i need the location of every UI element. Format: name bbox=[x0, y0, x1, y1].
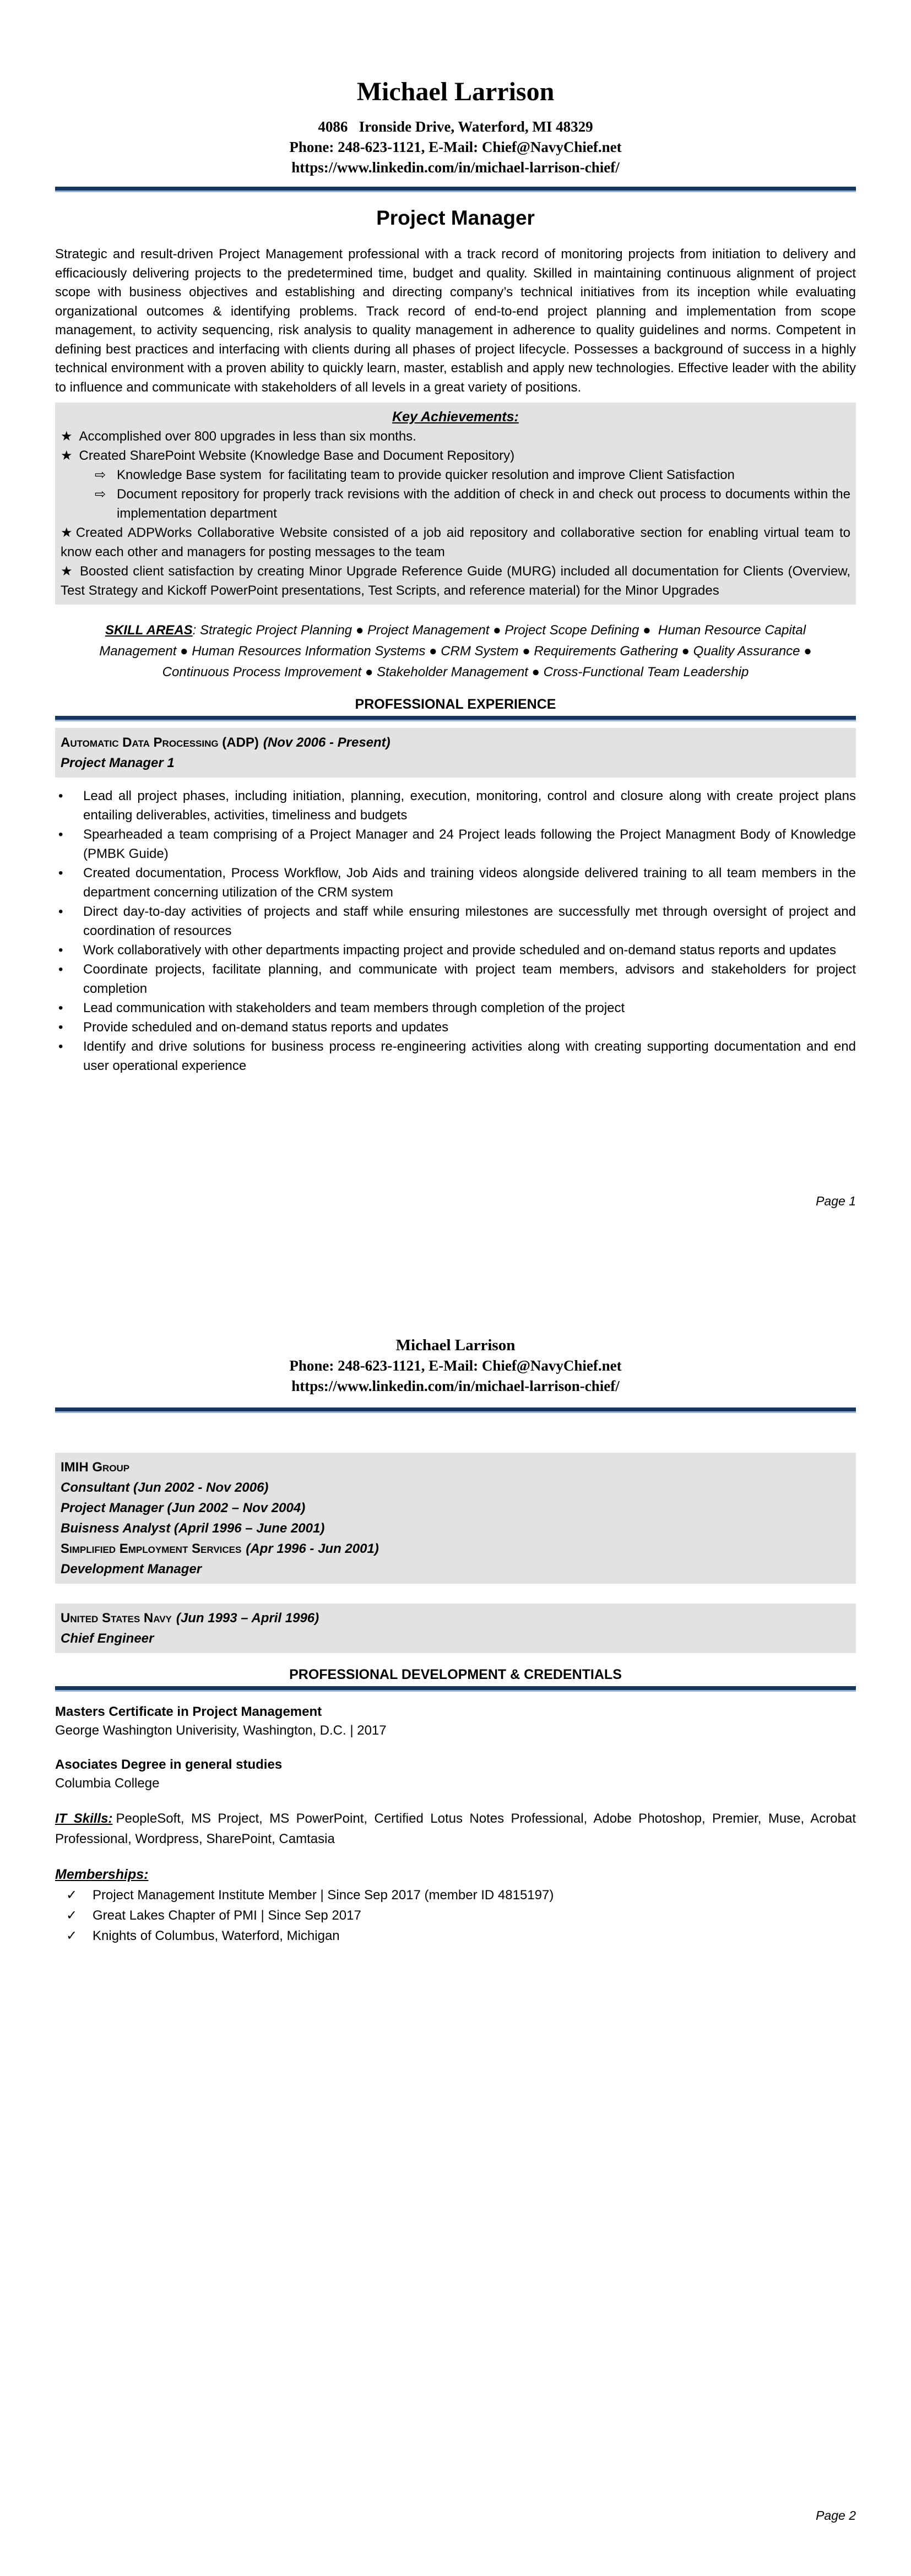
membership-text: Great Lakes Chapter of PMI | Since Sep 2017 bbox=[93, 1908, 361, 1923]
summary-paragraph: Strategic and result-driven Project Management professional with a track record of monitoring projects from initiation to delivery and efficaciously delivering projects to the predetermined time, budget and quality. Skilled in maintaining continuous alignment of project scope with business objectives and establishing and directing company’s technical initiatives from its inception while evaluating organizational outcomes & identifying problems. Track record of end-to-end project planning and implementation from scope management, to activity sequencing, risk analysis to quality management in adherence to quality guidelines and norms. Competent in defining best practices and interfacing with clients during all phases of project lifecycle. Possesses a background of success in a highly technical environment with a proven ability to quickly learn, master, establish and apply new technologies. Effective leader with the ability to influence and communicate with stakeholders of all levels in a great variety of positions. bbox=[55, 247, 856, 395]
employer-line bbox=[61, 732, 850, 753]
section-divider bbox=[55, 1686, 856, 1692]
star-icon: ★ bbox=[61, 525, 74, 540]
job-title: Project Manager (Jun 2002 – Nov 2004) bbox=[61, 1501, 306, 1515]
achievement-item bbox=[61, 427, 850, 446]
page1-header bbox=[55, 77, 856, 192]
section-divider bbox=[55, 716, 856, 721]
experience-bullet bbox=[55, 902, 856, 941]
candidate-name: Michael Larrison bbox=[356, 77, 555, 106]
experience-bullet bbox=[55, 998, 856, 1018]
bullet-icon: • bbox=[58, 904, 63, 919]
bullet-icon: • bbox=[58, 962, 63, 977]
check-icon: ✓ bbox=[66, 1908, 78, 1923]
degree-title: Asociates Degree in general studies bbox=[55, 1757, 283, 1772]
bullet-icon: • bbox=[58, 1020, 63, 1035]
experience-bullet bbox=[55, 825, 856, 863]
bullet-icon: • bbox=[58, 789, 63, 803]
degree-title: Masters Certificate in Project Management bbox=[55, 1704, 322, 1719]
arrow-icon: ⇨ bbox=[95, 468, 106, 482]
memberships-heading bbox=[55, 1865, 856, 1885]
experience-bullet bbox=[55, 863, 856, 902]
star-icon: ★ bbox=[61, 448, 73, 463]
employer-line bbox=[61, 1539, 850, 1559]
achievement-item bbox=[61, 446, 850, 465]
employer-block bbox=[55, 1453, 856, 1584]
experience-bullet-text: Direct day-to-day activities of projects and staff while ensuring milestones are successfully met through oversight of project and coordination of resources bbox=[83, 904, 856, 938]
employer-name: Automatic Data Processing (ADP) bbox=[61, 735, 259, 750]
employer-name: United States Navy bbox=[61, 1611, 172, 1626]
membership-item bbox=[62, 1885, 856, 1905]
experience-bullet-text: Spearheaded a team comprising of a Project Manager and 24 Project leads following the Project Managment Body of Knowledge (PMBK Guide) bbox=[83, 827, 856, 861]
address-line: 4086 Ironside Drive, Waterford, MI 48329 bbox=[318, 118, 593, 135]
experience-bullet-text: Created documentation, Process Workflow, Job Aids and training videos alongside delivered training to all team members in the department concerning utilization of the CRM system bbox=[83, 866, 856, 900]
experience-bullet-text: Lead communication with stakeholders and team members through completion of the project bbox=[83, 1001, 625, 1015]
resume-title: Project Manager bbox=[376, 206, 535, 229]
job-title: Development Manager bbox=[61, 1562, 202, 1577]
experience-bullet-text: Identify and drive solutions for business process re-engineering activities along with creating supporting documentation and end user operational experience bbox=[83, 1039, 856, 1073]
achievement-sub-item bbox=[95, 485, 854, 523]
job-title: Chief Engineer bbox=[61, 1631, 154, 1646]
achievement-text: Boosted client satisfaction by creating Minor Upgrade Reference Guide (MURG) included all documentation for Clients (Overview, Test Strategy and Kickoff PowerPoint presentations, Test Scripts, and reference material) for the Minor Upgrades bbox=[61, 564, 851, 598]
skill-areas-list: : Strategic Project Planning ● Project Management ● Project Scope Defining ● Human Resource Capital Management ● Human Resources Information Systems ● CRM System ● Requirements Gathering ● Quality Assurance ● Continuous Process Improvement ● Stakeholder Management ● Cross-Functional Team Leadership bbox=[99, 623, 816, 680]
employer-block bbox=[55, 728, 856, 778]
membership-item bbox=[62, 1905, 856, 1926]
job-title: Consultant (Jun 2002 - Nov 2006) bbox=[61, 1480, 269, 1495]
linkedin-url[interactable]: https://www.linkedin.com/in/michael-larrison-chief/ bbox=[291, 159, 620, 176]
employment-dates: (Apr 1996 - Jun 2001) bbox=[246, 1541, 379, 1556]
experience-bullet bbox=[55, 1037, 856, 1075]
job-title: Buisness Analyst (April 1996 – June 2001) bbox=[61, 1521, 325, 1536]
check-icon: ✓ bbox=[66, 1888, 78, 1903]
memberships-heading-text: Memberships: bbox=[55, 1867, 149, 1882]
credentials-heading: PROFESSIONAL DEVELOPMENT & CREDENTIALS bbox=[289, 1667, 622, 1682]
experience-bullet bbox=[55, 941, 856, 960]
achievement-item bbox=[61, 562, 850, 600]
experience-bullet-list bbox=[55, 786, 856, 1075]
experience-bullet bbox=[55, 960, 856, 998]
skill-areas-label: SKILL AREAS bbox=[105, 623, 193, 638]
bullet-icon: • bbox=[58, 1001, 63, 1015]
linkedin-url[interactable]: https://www.linkedin.com/in/michael-larrison-chief/ bbox=[291, 1378, 620, 1394]
school-line: Columbia College bbox=[55, 1776, 160, 1791]
page-number: Page 2 bbox=[816, 2508, 856, 2523]
professional-experience-heading: PROFESSIONAL EXPERIENCE bbox=[355, 697, 556, 712]
skill-areas bbox=[72, 620, 839, 683]
experience-bullet bbox=[55, 786, 856, 825]
experience-bullet bbox=[55, 1018, 856, 1037]
bullet-icon: • bbox=[58, 866, 63, 881]
achievement-sub-item bbox=[95, 465, 850, 485]
job-title: Project Manager 1 bbox=[61, 756, 175, 770]
achievement-item bbox=[61, 523, 850, 562]
school-line: George Washington Univerisity, Washington, D.C. | 2017 bbox=[55, 1723, 387, 1738]
employment-dates: (Nov 2006 - Present) bbox=[263, 735, 391, 750]
star-icon: ★ bbox=[61, 429, 73, 444]
experience-bullet-text: Coordinate projects, facilitate planning, and communicate with project team members, advisors and stakeholders for project completion bbox=[83, 962, 856, 996]
candidate-name: Michael Larrison bbox=[395, 1336, 516, 1354]
star-icon: ★ bbox=[61, 564, 74, 579]
achievement-text: Created ADPWorks Collaborative Website consisted of a job aid repository and collaborative section for enabling virtual team to know each other and managers for posting messages to the team bbox=[61, 525, 850, 559]
header-divider bbox=[55, 187, 856, 192]
employer-name: Simplified Employment Services bbox=[61, 1541, 242, 1556]
bullet-icon: • bbox=[58, 827, 63, 842]
it-skills-label: IT Skills: bbox=[55, 1811, 113, 1826]
achievement-text: Created SharePoint Website (Knowledge Base and Document Repository) bbox=[79, 448, 515, 463]
key-achievements-heading bbox=[61, 407, 850, 427]
employment-dates: (Jun 1993 – April 1996) bbox=[176, 1611, 319, 1626]
page-number: Page 1 bbox=[816, 1194, 856, 1208]
achievement-sub-text: Document repository for properly track revisions with the addition of check in and check out process to documents within the implementation department bbox=[117, 487, 854, 521]
check-icon: ✓ bbox=[66, 1928, 78, 1943]
key-achievements-block bbox=[55, 403, 856, 605]
membership-text: Knights of Columbus, Waterford, Michigan bbox=[93, 1928, 340, 1943]
key-achievements-heading-text: Key Achievements: bbox=[392, 409, 519, 425]
achievement-text: Accomplished over 800 upgrades in less than six months. bbox=[79, 429, 416, 444]
it-skills-list: PeopleSoft, MS Project, MS PowerPoint, Certified Lotus Notes Professional, Adobe Photoshop, Premier, Muse, Acrobat Professional, Wordpress, SharePoint, Camtasia bbox=[55, 1811, 856, 1846]
phone-email-line: Phone: 248-623-1121, E-Mail: Chief@NavyChief.net bbox=[289, 1357, 622, 1374]
experience-bullet-text: Provide scheduled and on-demand status reports and updates bbox=[83, 1020, 449, 1035]
bullet-icon: • bbox=[58, 943, 63, 958]
header-divider bbox=[55, 1407, 856, 1413]
employer-name: IMIH Group bbox=[61, 1460, 130, 1475]
bullet-icon: • bbox=[58, 1039, 63, 1054]
it-skills bbox=[55, 1808, 856, 1849]
employer-line bbox=[61, 1608, 850, 1628]
phone-email-line: Phone: 248-623-1121, E-Mail: Chief@NavyChief.net bbox=[289, 139, 622, 155]
arrow-icon: ⇨ bbox=[95, 487, 106, 502]
employer-block bbox=[55, 1604, 856, 1653]
experience-bullet-text: Work collaboratively with other departments impacting project and provide scheduled and on-demand status reports and updates bbox=[83, 943, 837, 958]
achievement-sub-text: Knowledge Base system for facilitating team to provide quicker resolution and improve Client Satisfaction bbox=[117, 468, 735, 482]
membership-text: Project Management Institute Member | Since Sep 2017 (member ID 4815197) bbox=[93, 1888, 554, 1903]
resume-page-2 bbox=[0, 1288, 911, 2576]
membership-item bbox=[62, 1926, 856, 1946]
experience-bullet-text: Lead all project phases, including initiation, planning, execution, monitoring, control and closure along with create project plans entailing deliverables, activities, timeliness and budgets bbox=[83, 789, 856, 823]
page2-header bbox=[55, 1335, 856, 1413]
